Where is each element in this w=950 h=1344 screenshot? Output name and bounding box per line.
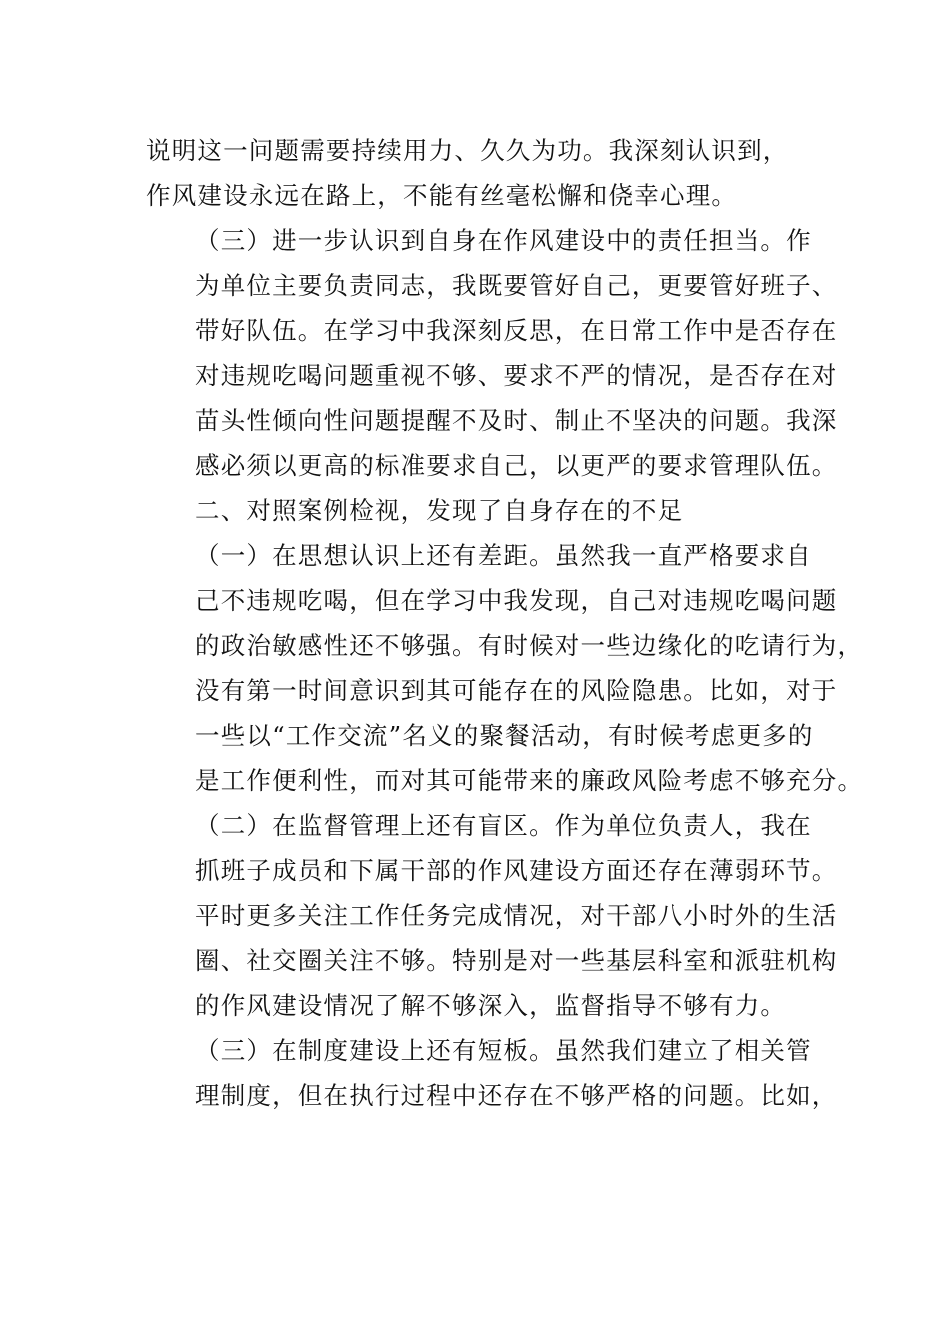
- text-line: 理制度，但在执行过程中还存在不够严格的问题。比如，: [195, 1081, 838, 1110]
- text-line: （一）在思想认识上还有差距。虽然我一直严格要求自: [195, 541, 812, 570]
- text-line: 平时更多关注工作任务完成情况，对干部八小时外的生活: [195, 901, 838, 930]
- text-line: （三）进一步认识到自身在作风建设中的责任担当。作: [195, 226, 812, 255]
- text-line: 己不违规吃喝，但在学习中我发现，自己对违规吃喝问题: [195, 586, 838, 615]
- text-line: 苗头性倾向性问题提醒不及时、制止不坚决的问题。我深: [195, 406, 838, 435]
- text-line: 一些以“工作交流”名义的聚餐活动，有时候考虑更多的: [195, 721, 814, 750]
- text-line: 圈、社交圈关注不够。特别是对一些基层科室和派驻机构: [195, 946, 838, 975]
- document-body: [146, 128, 864, 1118]
- paragraph-responsibility: [146, 218, 838, 488]
- text-line: 作风建设永远在路上，不能有丝毫松懈和侥幸心理。: [146, 181, 738, 210]
- text-line: 抓班子成员和下属干部的作风建设方面还存在薄弱环节。: [195, 856, 838, 885]
- text-line: 带好队伍。在学习中我深刻反思，在日常工作中是否存在: [195, 316, 838, 345]
- text-line: 为单位主要负责同志，我既要管好自己，更要管好班子、: [195, 271, 838, 300]
- text-line: 的政治敏感性还不够强。有时候对一些边缘化的吃请行为，: [195, 631, 864, 660]
- text-line: （二）在监督管理上还有盲区。作为单位负责人，我在: [195, 811, 812, 840]
- section-heading: [146, 488, 806, 533]
- paragraph-ideology-gap: [146, 533, 864, 803]
- text-line: 说明这一问题需要持续用力、久久为功。我深刻认识到，: [146, 136, 789, 165]
- heading-line: 二、对照案例检视，发现了自身存在的不足: [195, 496, 684, 525]
- paragraph-system-gap: [146, 1028, 838, 1118]
- text-line: 没有第一时间意识到其可能存在的风险隐患。比如，对于: [195, 676, 838, 705]
- paragraph-continued: [146, 128, 806, 218]
- text-line: 对违规吃喝问题重视不够、要求不严的情况，是否存在对: [195, 361, 838, 390]
- text-line: 是工作便利性，而对其可能带来的廉政风险考虑不够充分。: [195, 766, 864, 795]
- text-line: （三）在制度建设上还有短板。虽然我们建立了相关管: [195, 1036, 812, 1065]
- text-line: 的作风建设情况了解不够深入，监督指导不够有力。: [195, 991, 787, 1020]
- paragraph-supervision-gap: [146, 803, 838, 1028]
- text-line: 感必须以更高的标准要求自己，以更严的要求管理队伍。: [195, 451, 838, 480]
